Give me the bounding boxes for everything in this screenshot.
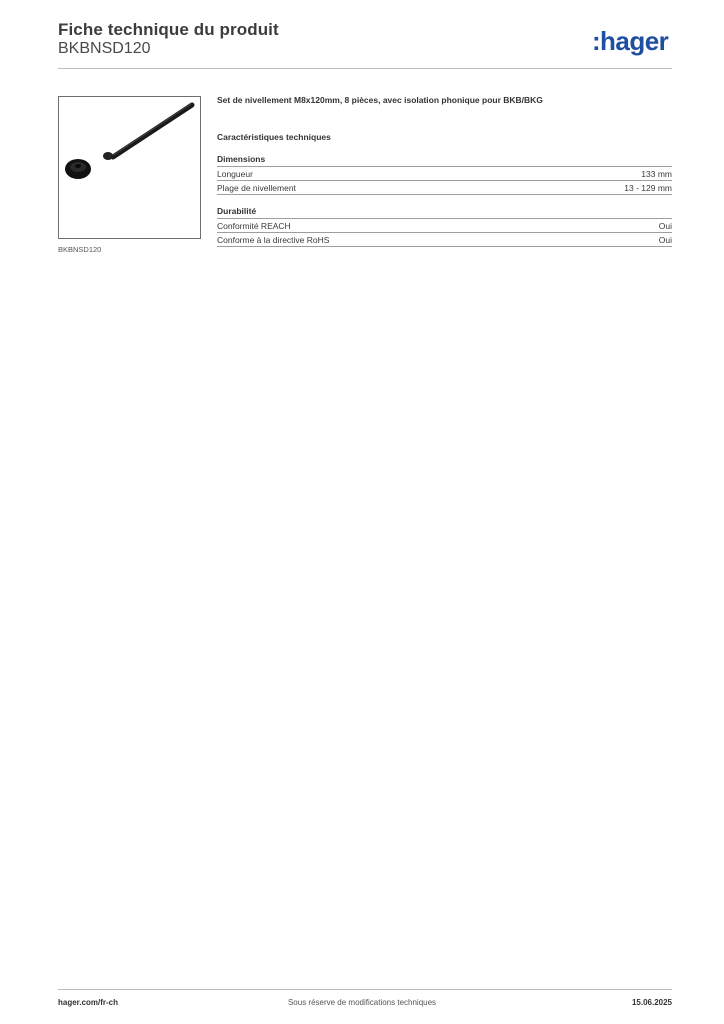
group-title: Durabilité [217, 206, 257, 216]
logo-text: hager [600, 26, 669, 56]
spec-value: 13 - 129 mm [624, 183, 672, 193]
product-description: Set de nivellement M8x120mm, 8 pièces, avec isolation phonique pour BKB/BKG [217, 95, 543, 105]
product-code: BKBNSD120 [58, 40, 151, 57]
product-image [58, 96, 201, 239]
spec-group-dimensions [217, 153, 672, 195]
footer-divider [58, 989, 672, 990]
footer-website-link[interactable]: hager.com/fr-ch [58, 998, 119, 1007]
spec-row [217, 181, 672, 195]
characteristics-title: Caractéristiques techniques [217, 132, 331, 142]
spec-group-durabilite [217, 205, 672, 247]
image-caption: BKBNSD120 [58, 245, 102, 254]
spec-value: Oui [658, 221, 672, 231]
spec-value: Oui [658, 235, 672, 245]
spec-label: Conforme à la directive RoHS [217, 235, 330, 245]
spec-row [217, 219, 672, 233]
logo-mark: : [592, 26, 601, 56]
spec-value: 133 mm [641, 169, 672, 179]
header-divider [58, 68, 672, 69]
spec-row [217, 167, 672, 181]
hager-logo [592, 26, 676, 58]
spec-row [217, 233, 672, 247]
group-title: Dimensions [217, 154, 266, 164]
page-title: Fiche technique du produit [58, 20, 279, 39]
leveling-foot-image [59, 97, 200, 238]
footer-notice: Sous réserve de modifications techniques [287, 998, 437, 1007]
spec-label: Longueur [217, 169, 253, 179]
spec-content [217, 94, 672, 247]
spec-label: Conformité REACH [217, 221, 291, 231]
footer-date: 15.06.2025 [631, 998, 672, 1007]
spec-label: Plage de nivellement [217, 183, 296, 193]
